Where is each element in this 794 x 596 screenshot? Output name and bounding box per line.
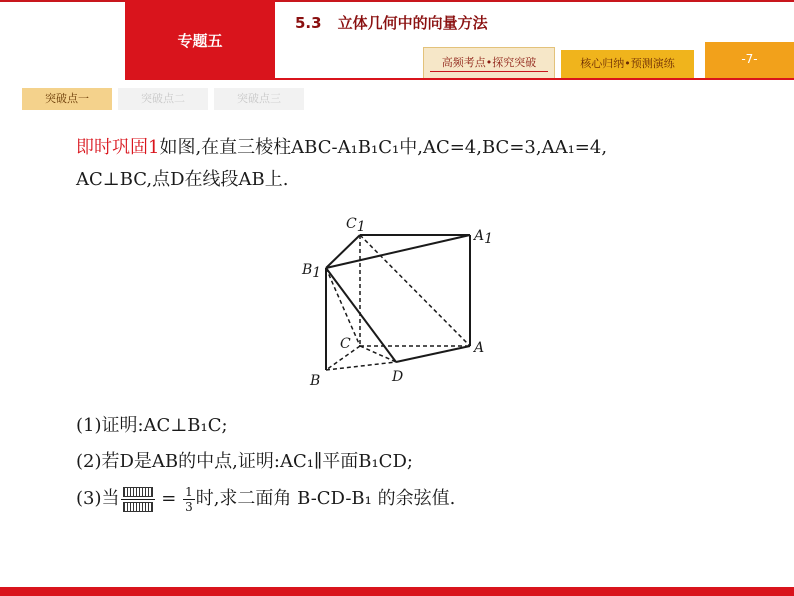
q3-prefix: (3)当 (76, 488, 120, 509)
lesson-number: 5.3 (295, 14, 322, 32)
lesson-title-text: 立体几何中的向量方法 (337, 14, 488, 32)
tab-breakthrough-3[interactable]: 突破点三 (214, 88, 304, 110)
label-b1: B1 (302, 262, 322, 281)
tab-active-underline (430, 71, 548, 72)
label-c: C (340, 336, 351, 352)
tab-high-frequency[interactable]: 高频考点•探究突破 (423, 47, 555, 78)
tab-core-summary[interactable]: 核心归纳•预测演练 (561, 50, 694, 78)
edge-b1-d (326, 268, 396, 362)
q3-fraction (183, 485, 195, 514)
label-a1: A1 (474, 228, 494, 247)
header-underline (125, 78, 794, 80)
problem-text-1: 如图,在直三棱柱ABC-A₁B₁C₁中,AC=4,BC=3,AA₁=4, (159, 137, 608, 158)
edge-c1-a (360, 235, 470, 346)
q3-ratio-symbol (121, 485, 155, 514)
tab-breakthrough-2[interactable]: 突破点二 (118, 88, 208, 110)
question-1: (1)证明:AC⊥B₁C; (76, 415, 228, 436)
problem-line-2: AC⊥BC,点D在线段AB上. (76, 169, 289, 190)
page-number-box (705, 42, 794, 78)
label-a: A (474, 340, 485, 356)
problem-label: 即时巩固1 (76, 137, 160, 158)
section-label: 专题五 (177, 32, 223, 50)
edge-d-a (396, 346, 470, 362)
lesson-title (295, 12, 488, 33)
page-number: -7- (741, 52, 758, 66)
prism-figure (296, 210, 496, 390)
header-top-line (0, 0, 794, 2)
q3-suffix: 时,求二面角 B-CD-B₁ 的余弦值. (195, 488, 456, 509)
q3-numerator: 1 (185, 484, 193, 499)
label-d: D (392, 369, 404, 385)
problem-line-1 (76, 136, 607, 160)
tab-breakthrough-1[interactable]: 突破点一 (22, 88, 112, 110)
q3-denominator: 3 (185, 499, 193, 514)
question-2: (2)若D是AB的中点,证明:AC₁∥平面B₁CD; (76, 451, 413, 472)
q3-equals: = (161, 488, 177, 509)
label-b: B (310, 373, 321, 389)
edge-b1-a1 (326, 235, 470, 268)
label-c1: C1 (346, 216, 366, 235)
edge-c1-b1 (326, 235, 360, 268)
footer-bar (0, 587, 794, 596)
question-3 (76, 482, 455, 516)
